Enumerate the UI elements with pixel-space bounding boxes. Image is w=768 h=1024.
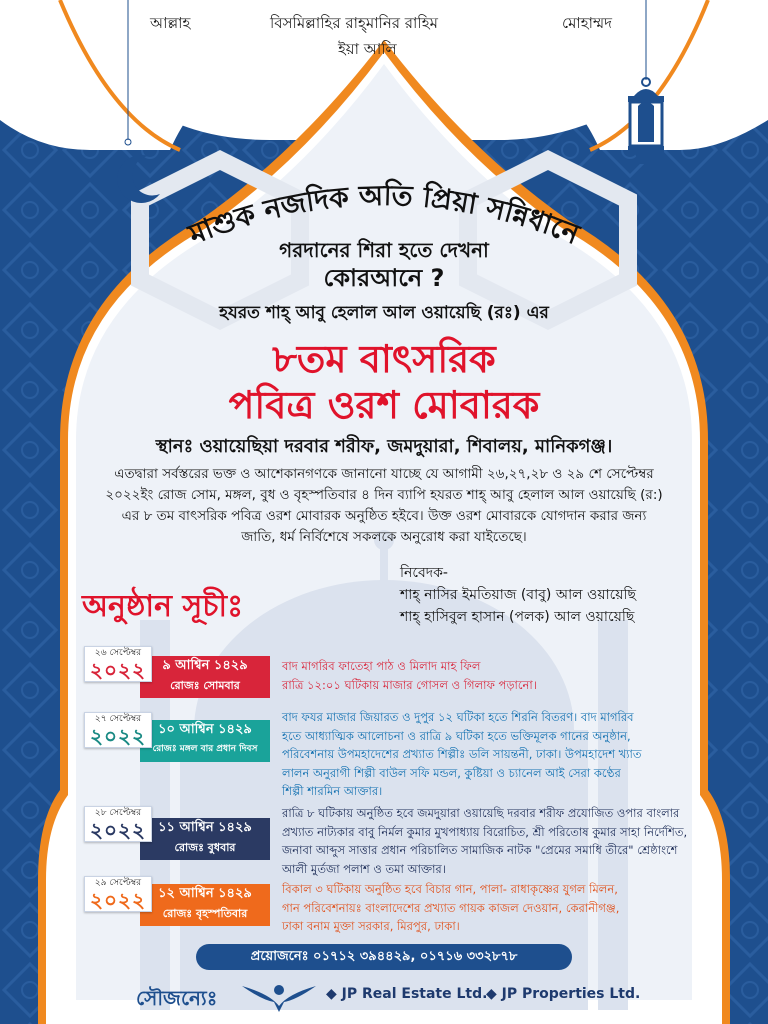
schedule-year: ২০২২	[89, 818, 147, 842]
schedule-bangla-date: ৯ আশ্বিন ১৪২৯	[162, 658, 248, 673]
schedule-desc-line: বাদ মাগরিব ফাতেহা পাঠ ও মিলাদ মাহ ফিল	[282, 659, 481, 673]
intro-paragraph	[60, 464, 708, 548]
header-bismillah: বিসমিল্লাহির রাহ্‌মানির রাহিম	[270, 14, 438, 32]
diamond-bullet-icon: ◆	[486, 986, 502, 1002]
schedule-ribbon-1	[140, 656, 270, 698]
title-line2: পবিত্র ওরশ মোবারক	[228, 383, 540, 427]
schedule-bangla-date: ১১ আশ্বিন ১৪২৯	[158, 820, 252, 835]
schedule-year: ২০২২	[89, 724, 147, 748]
header-ya-ali: ইয়া আলি	[338, 40, 397, 58]
schedule-desc-2	[282, 708, 722, 801]
schedule-day: রোজঃ বৃহস্পতিবার	[162, 907, 248, 920]
sponsor-company-1	[326, 986, 487, 1002]
schedule-desc-1	[282, 657, 722, 694]
schedule-date-badge-4	[84, 876, 152, 912]
subtitle-line1: গরদানের শিরা হতে দেখনা	[279, 238, 489, 262]
sponsor-label: সৌজন্যেঃ	[136, 986, 218, 1010]
subtitle-line2: কোরআনে ?	[323, 264, 445, 292]
schedule-date-badge-1	[84, 646, 152, 682]
schedule-desc-line: লালন অনুরাগী শিল্পী বাউল সফি মন্ডল, কুষ্টিয়া ও চ্যানেল আই সেরা কণ্ঠের	[282, 765, 621, 780]
schedule-desc-line: রাত্রি ৮ ঘটিকায় অনুষ্ঠিত হবে জমদুয়ারা ওয়ায়েছি দরবার শরীফ প্রযোজিত ওপার বাংলার	[282, 806, 680, 820]
intro-line: ২০২২ইং রোজ সোম, মঙ্গল, বুধ ও বৃহস্পতিবার ৪ দিন ব্যাপি হযরত শাহ্‌ আবু হেলাল আল ওয়ায়েছি (র:)	[105, 487, 663, 503]
company-name: JP Properties Ltd.	[501, 986, 641, 1002]
schedule-day: রোজঃ মঙ্গল বার প্রধান দিবস	[152, 744, 258, 754]
schedule-desc-line: ঢাকা বনাম মুক্তা সরকার, মিরপুর, ঢাকা।	[282, 919, 460, 933]
schedule-date-small: ২৬ সেপ্টেম্বর	[94, 648, 142, 658]
schedule-date-small: ২৭ সেপ্টেম্বর	[94, 714, 142, 724]
schedule-date-badge-3	[84, 806, 152, 842]
contact-pill	[196, 944, 572, 970]
sponsor-company-2	[486, 986, 640, 1002]
byline: হযরত শাহ্‌ আবু হেলাল আল ওয়ায়েছি (রঃ) এর	[219, 303, 549, 323]
presenter-name-1: শাহ্‌ নাসির ইমতিয়াজ (বাবু) আল ওয়ায়েছি	[400, 587, 637, 603]
schedule-desc-line: হতে আধ্যাত্মিক আলোচনা ও রাত্রি ৯ ঘটিকা হতে ভক্তিমূলক গানের অনুষ্ঠান,	[282, 728, 631, 743]
presenter-block	[400, 562, 636, 628]
schedule-year: ২০২২	[89, 888, 147, 912]
schedule-desc-line: গান পরিবেশনায়ঃ বাংলাদেশের প্রখ্যাত গায়ক কাজল দেওয়ান, কেরানীগঞ্জ,	[282, 900, 620, 915]
schedule-desc-line: বিকাল ৩ ঘটিকায় অনুষ্ঠিত হবে বিচার গান, পালা- রাধাকৃষ্ণের যুগল মিলন,	[282, 882, 618, 896]
schedule-day: রোজঃ সোমবার	[170, 679, 240, 692]
schedule-desc-line: আলী মুর্তজা পলাশ ও তমা আক্তার।	[282, 861, 446, 876]
presenter-name-2: শাহ্‌ হাসিবুল হাসান (পলক) আল ওয়ায়েছি	[400, 609, 635, 625]
program-heading: অনুষ্ঠান সূচীঃ	[82, 589, 244, 624]
schedule-ribbon-2	[140, 720, 270, 762]
intro-line: এতদ্বারা সর্বস্তরের ভক্ত ও আশেকানগণকে জানানো যাচ্ছে যে আগামী ২৬,২৭,২৮ ও ২৯ শে সেপ্টেম্বর	[114, 466, 654, 482]
schedule-ribbon-3	[140, 818, 270, 860]
schedule-date-badge-2	[84, 712, 152, 748]
schedule-date-small: ২৮ সেপ্টেম্বর	[94, 808, 142, 818]
intro-line: জাতি, ধর্ম নির্বিশেষে সকলকে অনুরোধ করা যাইতেছে।	[241, 529, 527, 545]
schedule-desc-line: পরিবেশনায় উপমহাদেশের প্রখ্যাত শিল্পীঃ ডলি সায়ন্তনী, ঢাকা। উপমহাদেশ খ্যাত	[282, 747, 642, 761]
schedule-desc-line: শিল্পী শারমিন আক্তার।	[282, 784, 383, 798]
presenter-label: নিবেদক-	[400, 565, 448, 581]
schedule-desc-4	[282, 880, 722, 936]
schedule-desc-line: জনাবা আব্দুস সাত্তার প্রধান পরিচালিত সামাজিক নাটক "প্রেমের সমাধি তীরে" শ্রেষ্ঠাংশে	[282, 843, 678, 857]
diamond-bullet-icon: ◆	[326, 986, 342, 1002]
contact-text: প্রয়োজনেঃ ০১৭১২ ৩৯৪৪২৯, ০১৭১৬ ৩৩২৮৭৮	[250, 949, 518, 964]
schedule-desc-3	[282, 804, 722, 878]
eagle-logo-icon	[240, 976, 318, 1016]
intro-line: এর ৮ তম বাৎসরিক পবিত্র ওরশ মোবারক অনুষ্ঠিত হইবে। উক্ত ওরশ মোবারকে যোগদান করার জন্য	[121, 508, 647, 524]
schedule-date-small: ২৯ সেপ্টেম্বর	[94, 878, 142, 888]
schedule-desc-line: বাদ ফযর মাজার জিয়ারত ও দুপুর ১২ ঘটিকা হতে শিরনি বিতরণ। বাদ মাগরিব	[282, 710, 634, 724]
header-muhammad: মোহাম্মদ	[562, 14, 613, 32]
header-allah: আল্লাহ	[150, 14, 191, 32]
schedule-day: রোজঃ বুধবার	[174, 841, 236, 854]
schedule-desc-line: রাত্রি ১২:০১ ঘটিকায় মাজার গোসল ও গিলাফ পড়ানো।	[282, 677, 537, 692]
schedule-desc-line: প্রখ্যাত নাট্যকার বাবু নির্মল কুমার মুখপাধ্যায় বিরোচিত, শ্রী পরিতোষ কুমার সাহা নির্দেশিত,	[282, 824, 688, 839]
arch-text: মাশুক নজদিক অতি প্রিয়া সন্নিধানে	[184, 178, 584, 252]
title-line1: ৮তম বাৎসরিক	[272, 337, 496, 381]
company-name: JP Real Estate Ltd.	[341, 986, 488, 1002]
schedule-bangla-date: ১২ আশ্বিন ১৪২৯	[158, 886, 252, 901]
schedule-year: ২০২২	[89, 658, 147, 682]
venue: স্থানঃ ওয়ায়েছিয়া দরবার শরীফ, জমদুয়ারা, শিবালয়, মানিকগঞ্জ।	[155, 436, 613, 457]
schedule-bangla-date: ১০ আশ্বিন ১৪২৯	[158, 722, 252, 737]
schedule-ribbon-4	[140, 884, 270, 926]
